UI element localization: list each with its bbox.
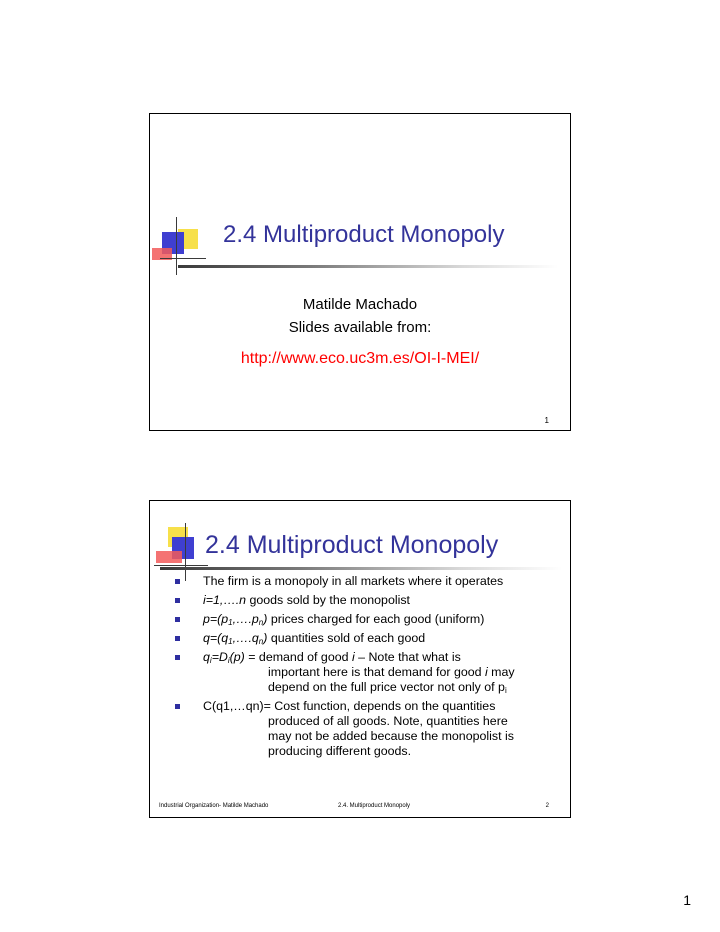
author-name: Matilde Machado (302, 296, 418, 313)
list-item: $q_i=D_i(p)$ = demand of good i – Note that what is important here is that demand for good i may depend on the full price vector not only of $p_i$ (172, 650, 562, 695)
document-page-number: 1 (683, 892, 691, 908)
bullet-square-icon (175, 598, 180, 603)
slides-link-row (150, 350, 570, 368)
footer-center: 2.4. Multiproduct Monopoly (338, 803, 411, 809)
list-item: The firm is a monopoly in all markets where it operates (172, 574, 562, 589)
bullet-square-icon (175, 636, 180, 641)
bullet-square-icon (175, 704, 180, 709)
bullet-square-icon (175, 617, 180, 622)
slide-title: 2.4 Multiproduct Monopoly (223, 221, 505, 248)
list-item: C(q1,…qn)= Cost function, depends on the quantities produced of all goods. Note, quantities here may not be added because the monopolist is producing different goods. (172, 699, 562, 759)
slides-note: Slides available from: (288, 319, 432, 336)
bullet-square-icon (175, 655, 180, 660)
slide-1 (149, 113, 571, 431)
bullet-list (172, 574, 562, 763)
slide-page-number: 2 (545, 803, 549, 809)
list-item: $q=(q_1,\dots.q_n)$ quantities sold of each good (172, 631, 562, 646)
slides-url-link[interactable]: http://www.eco.uc3m.es/OI-I-MEI/ (240, 350, 480, 367)
title-underline (178, 265, 558, 268)
slide-logo-icon (150, 217, 210, 277)
slide-title: 2.4 Multiproduct Monopoly (205, 531, 499, 559)
slide-page-number: 1 (544, 416, 549, 425)
footer-left: Industrial Organization- Matilde Machado (159, 803, 269, 809)
list-item: i=1,….n goods sold by the monopolist (172, 593, 562, 608)
slide-2 (149, 500, 571, 818)
bullet-square-icon (175, 579, 180, 584)
title-underline (160, 567, 562, 570)
list-item: $p=(p_1,\dots.p_n)$ prices charged for each good (uniform) (172, 612, 562, 627)
